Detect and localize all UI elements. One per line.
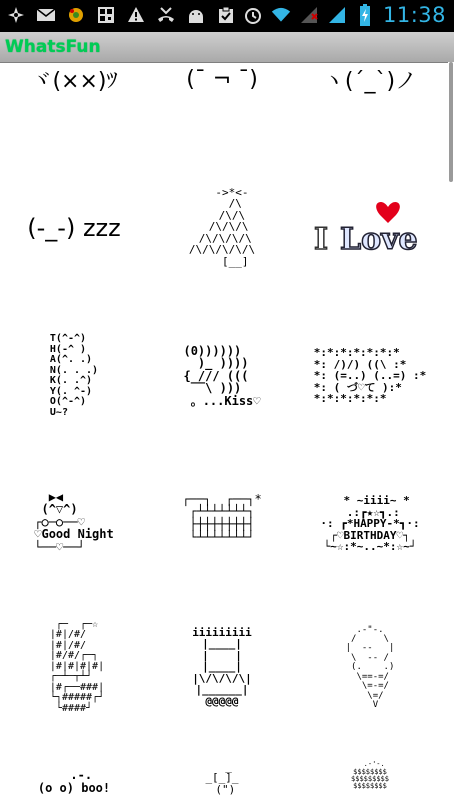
clipboard-check-icon — [216, 5, 236, 25]
art-item[interactable]: ヾ(××)ﾂ — [30, 68, 118, 94]
battery-charging-icon — [355, 5, 375, 25]
art-grid[interactable] — [0, 62, 446, 800]
warning-icon — [126, 5, 146, 25]
qr-icon — [96, 5, 116, 25]
art-item[interactable]: iiiiiiiii |____| | | |____| |\/\/\/\| |______| @@@@@ — [192, 625, 252, 708]
art-item[interactable]: .-"-. / \ | -- | \ -- / (. .) \==-=/ \=-=/ \=/ V — [345, 624, 395, 711]
mail-icon — [36, 5, 56, 25]
art-item[interactable]: ->*<- /\ /\/\ /\/\/\ /\/\/\/\ /\/\/\/\/\ [__] — [188, 185, 256, 268]
clock: 11:38 — [382, 3, 446, 27]
status-bar — [0, 0, 454, 32]
status-bar-system — [243, 3, 446, 27]
pinwheel-icon — [6, 5, 26, 25]
art-item[interactable]: ヽ(ˊ_ˋ)ノ — [322, 68, 418, 94]
art-item[interactable]: _ _[_]_ (") — [205, 759, 239, 796]
i-love-graphic — [312, 197, 428, 257]
scrollbar-thumb[interactable] — [449, 62, 453, 182]
app-title-bar — [0, 32, 454, 63]
art-item[interactable]: T(^-^) H(-^ ) A(^. .) N(. . .) K(. .^) Y(. ^-) O(^-^) U~? — [49, 333, 99, 418]
art-item[interactable]: ▶◀ (^▽^) ┌○─○──♡ ♡Good Night └──♡──┘ — [34, 489, 114, 554]
signal-icon — [327, 5, 347, 25]
svg-text:I: I — [314, 222, 329, 257]
art-item[interactable]: .-. (o o) boo! — [37, 768, 111, 795]
signal-no-data-icon — [299, 5, 319, 25]
art-item[interactable]: ┌──┐ ┌──┐* ┌┴┴┴┴┴┴┴┐ ├┼┼┼┼┼┼┼┤ └┴┴┴┴┴┴┴┘ — [182, 491, 262, 544]
status-bar-notifications — [6, 5, 236, 25]
svg-text:Love: Love — [340, 222, 418, 257]
wifi-icon — [271, 5, 291, 25]
art-item[interactable]: ┌─ ┌─☆ |#|/#/ |#|/#/ |#/#/┌─┐ |#|#|#|#| ┌─┴─┬┴┘ |#┌──###| └┐#####┌┘ └####┘ — [49, 618, 105, 714]
missed-call-icon — [156, 5, 176, 25]
android-icon — [186, 5, 206, 25]
art-item[interactable]: (¯ ¬ ¯) — [186, 66, 258, 92]
art-item[interactable]: (-_-) zzz — [27, 214, 121, 242]
art-item[interactable] — [296, 192, 444, 262]
app-title: WhatsFun — [5, 37, 101, 57]
art-item[interactable]: .-'-. $$$$$$$$ $$$$$$$$$ $$$$$$$$ — [351, 760, 389, 791]
art-item[interactable]: * ~iiii~ * .:┏★☆┓.: ·: ┏*HAPPY-*┓·: ┌♡BIRTHDAY♡┐ └~☆:*~..~*:☆~┘ — [320, 494, 420, 554]
alarm-icon — [243, 5, 263, 25]
art-item[interactable]: (0)))))) )_ )))) { /// ((( ‾‾\ ))) 。...Kiss♡ — [183, 343, 261, 408]
art-item[interactable]: *:*:*:*:*:*:* *: /)/) ((\ :* *: (=..) (..=) :* *: ( づ♡て ):* *:*:*:*:*:* — [313, 346, 427, 406]
gear-app-icon — [66, 5, 86, 25]
